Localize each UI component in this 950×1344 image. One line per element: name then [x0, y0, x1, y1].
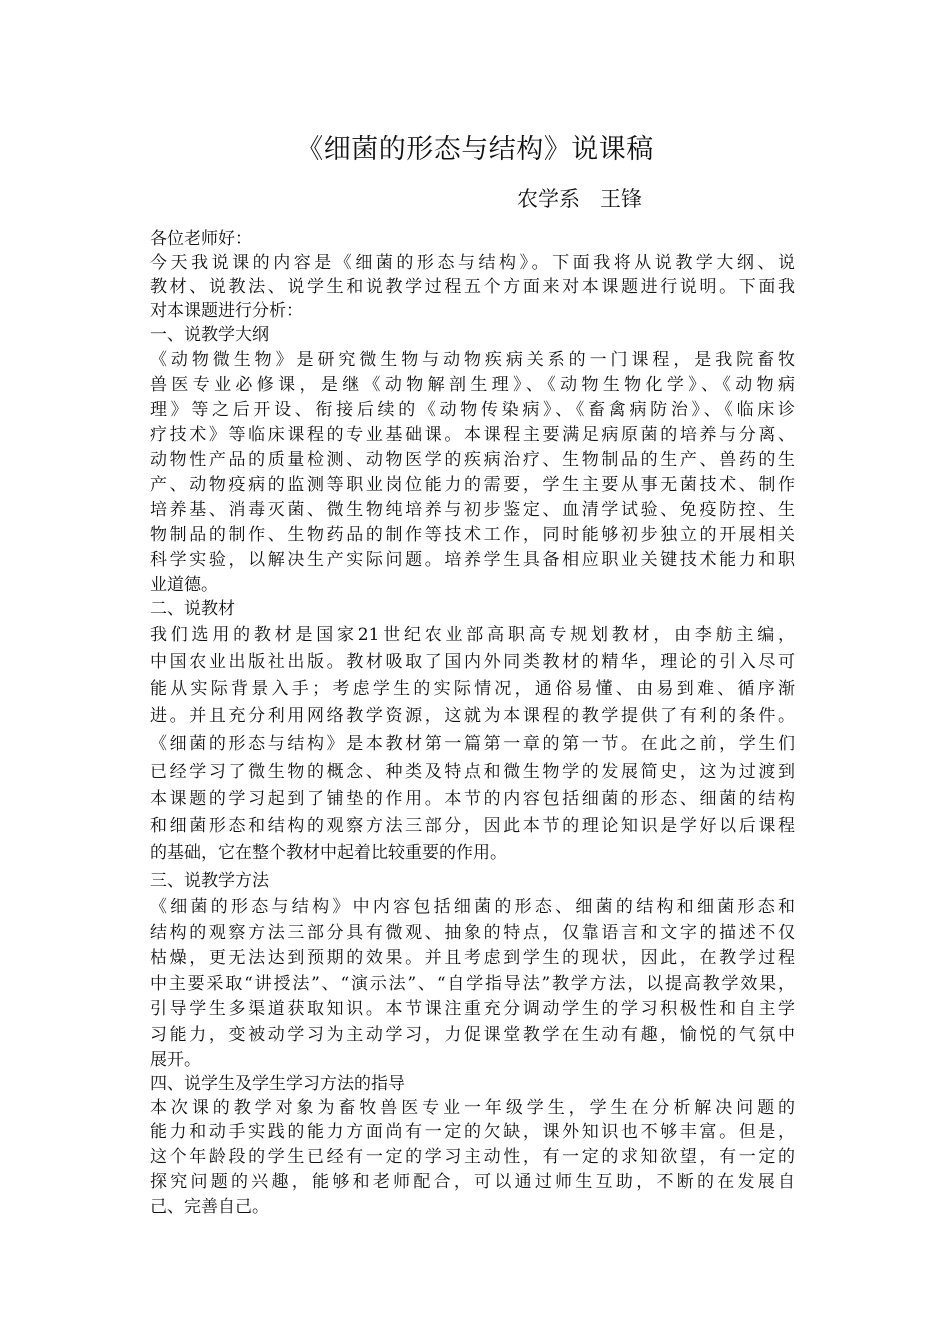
body-line: 疗技术》等临床课程的专业基础课。本课程主要满足病原菌的培养与分离、	[150, 425, 795, 445]
greeting-line: 各位老师好：	[150, 229, 252, 249]
body-line: 展开。	[150, 1050, 201, 1070]
body-line: 结构的观察方法三部分具有微观、抽象的特点，仅靠语言和文字的描述不仅	[150, 923, 795, 943]
section-heading: 三、说教学方法	[150, 871, 269, 891]
body-line: 的基础，它在整个教材中起着比较重要的作用。	[150, 843, 507, 863]
body-line: 物制品的制作、生物药品的制作等技术工作，同时能够初步独立的开展相关	[150, 525, 795, 545]
body-line: 本次课的教学对象为畜牧兽医专业一年级学生，学生在分析解决问题的	[150, 1098, 795, 1118]
body-line: 培养基、消毒灭菌、微生物纯培养与初步鉴定、血清学试验、免疫防控、生	[150, 500, 795, 520]
document-author: 农学系 王锋	[517, 187, 643, 211]
body-line: 对本课题进行分析：	[150, 301, 303, 321]
document-title: 《细菌的形态与结构》说课稿	[296, 134, 654, 165]
body-line: 兽医专业必修课，是继《动物解剖生理》、《动物生物化学》、《动物病	[150, 375, 795, 395]
body-line: 中国农业出版社出版。教材吸取了国内外同类教材的精华，理论的引入尽可	[150, 652, 795, 672]
body-line: 和细菌形态和结构的观察方法三部分，因此本节的理论知识是学好以后课程	[150, 816, 795, 836]
section-heading: 一、说教学大纲	[150, 325, 269, 345]
body-line: 《细菌的形态与结构》中内容包括细菌的形态、细菌的结构和细菌形态和	[150, 897, 795, 917]
body-line: 能从实际背景入手；考虑学生的实际情况，通俗易懂、由易到难、循序渐	[150, 679, 795, 699]
body-line: 本课题的学习起到了铺垫的作用。本节的内容包括细菌的形态、细菌的结构	[150, 789, 795, 809]
body-line: 理》等之后开设、衔接后续的《动物传染病》、《畜禽病防治》、《临床诊	[150, 400, 795, 420]
body-line: 引导学生多渠道获取知识。本节课注重充分调动学生的学习积极性和自主学	[150, 999, 795, 1019]
body-line: 能力和动手实践的能力方面尚有一定的欠缺，课外知识也不够丰富。但是，	[150, 1122, 795, 1142]
body-line: 今天我说课的内容是《细菌的形态与结构》。下面我将从说教学大纲、说	[150, 253, 795, 273]
body-line: 我们选用的教材是国家21世纪农业部高职高专规划教材，由李舫主编，	[150, 625, 795, 645]
body-line: 进。并且充分利用网络教学资源，这就为本课程的教学提供了有利的条件。	[150, 706, 795, 726]
section-heading: 四、说学生及学生学习方法的指导	[150, 1074, 405, 1094]
body-line: 产、动物疫病的监测等职业岗位能力的需要，学生主要从事无菌技术、制作	[150, 475, 795, 495]
body-line: 枯燥，更无法达到预期的效果。并且考虑到学生的现状，因此，在教学过程	[150, 948, 795, 968]
body-line: 《细菌的形态与结构》是本教材第一篇第一章的第一节。在此之前，学生们	[150, 734, 795, 754]
body-line: 教材、说教法、说学生和说教学过程五个方面来对本课题进行说明。下面我	[150, 277, 795, 297]
body-line: 动物性产品的质量检测、动物医学的疾病治疗、生物制品的生产、兽药的生	[150, 450, 795, 470]
body-line: 探究问题的兴趣，能够和老师配合，可以通过师生互助，不断的在发展自	[150, 1172, 795, 1192]
body-line: 业道德。	[150, 575, 218, 595]
body-line: 己、完善自己。	[150, 1197, 269, 1217]
body-line: 中主要采取“讲授法”、“演示法”、“自学指导法”教学方法，以提高教学效果，	[150, 974, 795, 994]
body-line: 科学实验，以解决生产实际问题。培养学生具备相应职业关键技术能力和职	[150, 550, 795, 570]
body-line: 《动物微生物》是研究微生物与动物疾病关系的一门课程，是我院畜牧	[150, 350, 795, 370]
body-line: 已经学习了微生物的概念、种类及特点和微生物学的发展简史，这为过渡到	[150, 762, 795, 782]
body-line: 这个年龄段的学生已经有一定的学习主动性，有一定的求知欲望，有一定的	[150, 1147, 795, 1167]
body-line: 习能力，变被动学习为主动学习，力促课堂教学在生动有趣，愉悦的气氛中	[150, 1025, 795, 1045]
section-heading: 二、说教材	[150, 599, 235, 619]
